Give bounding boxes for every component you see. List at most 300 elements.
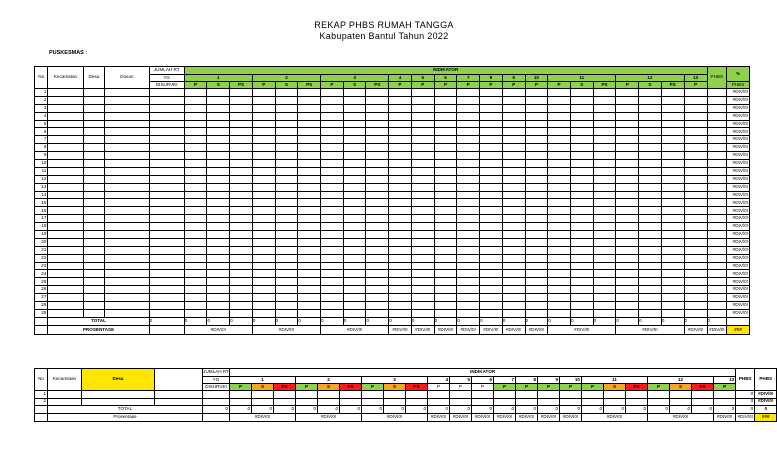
indicator-value-cell <box>434 215 457 223</box>
indicator-value-cell <box>548 104 571 112</box>
pct-value-cell: #DIV/0! <box>727 120 750 128</box>
empty-cell <box>83 262 105 270</box>
indicator-value-cell <box>593 254 616 262</box>
indicator-value-cell <box>639 120 662 128</box>
indicator-value-cell <box>639 175 662 183</box>
indicator-value-cell <box>321 278 344 286</box>
empty-cell <box>83 215 105 223</box>
indicator-value-cell <box>321 128 344 136</box>
indicator-value-cell <box>502 309 525 317</box>
indicator-value-cell <box>525 144 548 152</box>
empty-cell <box>48 175 83 183</box>
indicator-value-cell <box>207 286 230 294</box>
indicator-value-cell <box>298 183 321 191</box>
indicator-value-cell <box>366 136 389 144</box>
table-row <box>35 112 750 120</box>
empty-cell <box>83 231 105 239</box>
indicator-value-cell <box>366 309 389 317</box>
indicator-value-cell <box>525 183 548 191</box>
indicator-value-cell <box>207 152 230 160</box>
indicator-value-cell <box>252 199 275 207</box>
table-row <box>35 183 750 191</box>
indicator-value-cell <box>593 152 616 160</box>
indicator-value-cell <box>570 167 593 175</box>
indicator-value-cell <box>639 254 662 262</box>
indicator-value-cell <box>184 136 207 144</box>
indicator-value-cell <box>389 254 412 262</box>
total-indicator-value: 0 <box>321 317 344 325</box>
indicator-value-cell <box>275 144 298 152</box>
indicator-value-cell <box>480 160 503 168</box>
pct-value-cell: #DIV/0! <box>727 231 750 239</box>
indicator-number-13: 13 <box>714 377 736 384</box>
indicator-value-cell <box>406 398 428 406</box>
indicator-value-cell <box>525 254 548 262</box>
indicator-value-cell <box>502 128 525 136</box>
phbs-value-cell <box>707 191 727 199</box>
indicator-value-cell <box>321 286 344 294</box>
indicator-value-cell <box>318 398 340 406</box>
empty-cell <box>35 325 48 334</box>
indicator-value-cell <box>434 207 457 215</box>
empty-cell <box>48 120 83 128</box>
indicator-value-cell <box>480 183 503 191</box>
indicator-value-cell <box>661 104 684 112</box>
total-indicator-value: 0 <box>428 406 450 414</box>
indicator-value-cell <box>480 223 503 231</box>
indicator-value-cell <box>184 191 207 199</box>
col-phbs-header: PHBS <box>736 369 755 391</box>
indicator-value-cell <box>184 286 207 294</box>
prosentase-indicator-value: #DIV/0! <box>184 325 252 334</box>
indicator-value-cell <box>275 294 298 302</box>
indicator-value-cell <box>472 398 494 406</box>
indicator-value-cell <box>184 175 207 183</box>
empty-cell <box>105 238 149 246</box>
indicator-7-p: P <box>457 82 480 89</box>
indicator-value-cell <box>434 278 457 286</box>
indicator-value-cell <box>616 223 639 231</box>
indicator-value-cell <box>684 246 707 254</box>
indicator-value-cell <box>661 136 684 144</box>
empty-cell <box>48 238 83 246</box>
indicator-value-cell <box>494 398 516 406</box>
indicator-value-cell <box>298 215 321 223</box>
indicator-value-cell <box>661 262 684 270</box>
indicator-value-cell <box>548 136 571 144</box>
indicator-value-cell <box>275 128 298 136</box>
empty-cell <box>83 254 105 262</box>
indicator-value-cell <box>661 128 684 136</box>
pct-value-cell: #DIV/0! <box>727 96 750 104</box>
indicator-value-cell <box>389 144 412 152</box>
pct-value-cell: #DIV/0! <box>727 136 750 144</box>
indicator-value-cell <box>321 254 344 262</box>
indicator-value-cell <box>321 262 344 270</box>
col-no-header: No <box>35 369 48 391</box>
indicator-value-cell <box>298 120 321 128</box>
indicator-3-p: P <box>362 384 384 391</box>
indicator-value-cell <box>321 215 344 223</box>
indicator-value-cell <box>548 246 571 254</box>
indicator-value-cell <box>502 89 525 97</box>
indicator-value-cell <box>457 246 480 254</box>
indicator-value-cell <box>343 152 366 160</box>
phbs-value-cell <box>707 120 727 128</box>
phbs-value-cell <box>707 294 727 302</box>
indicator-value-cell <box>298 246 321 254</box>
indicator-value-cell <box>525 270 548 278</box>
indicator-2-ps: PS <box>340 384 362 391</box>
phbs-value-cell <box>707 207 727 215</box>
indicator-value-cell <box>525 286 548 294</box>
indicator-value-cell <box>207 262 230 270</box>
phbs-value-cell <box>707 270 727 278</box>
indicator-value-cell <box>616 215 639 223</box>
indicator-value-cell <box>593 183 616 191</box>
indicator-value-cell <box>593 199 616 207</box>
indicator-value-cell <box>616 136 639 144</box>
indicator-value-cell <box>616 207 639 215</box>
indicator-value-cell <box>389 152 412 160</box>
indicator-value-cell <box>406 391 428 399</box>
indicator-value-cell <box>457 120 480 128</box>
table-row <box>35 128 750 136</box>
indicator-value-cell <box>207 238 230 246</box>
indicator-value-cell <box>616 152 639 160</box>
indicator-value-cell <box>570 112 593 120</box>
row-number: 25 <box>35 278 48 286</box>
indicator-value-cell <box>548 89 571 97</box>
indicator-value-cell <box>670 398 692 406</box>
indicator-value-cell <box>389 207 412 215</box>
indicator-value-cell <box>457 278 480 286</box>
indicator-value-cell <box>389 215 412 223</box>
empty-cell <box>105 128 149 136</box>
indicator-value-cell <box>480 144 503 152</box>
indicator-value-cell <box>207 191 230 199</box>
indicator-value-cell <box>502 238 525 246</box>
indicator-value-cell <box>184 246 207 254</box>
indicator-11-s: S <box>570 82 593 89</box>
indicator-value-cell <box>366 302 389 310</box>
indicator-value-cell <box>480 302 503 310</box>
indicator-value-cell <box>366 270 389 278</box>
indicator-value-cell <box>472 391 494 399</box>
indicator-value-cell <box>639 191 662 199</box>
total-indicator-value: 0 <box>274 406 296 414</box>
indicator-value-cell <box>343 302 366 310</box>
indicator-number-3: 3 <box>362 377 428 384</box>
indicator-value-cell <box>274 398 296 406</box>
row-number: 8 <box>35 144 48 152</box>
empty-cell <box>149 254 184 262</box>
indicator-value-cell <box>384 398 406 406</box>
indicator-value-cell <box>457 302 480 310</box>
pct-value-cell: #DIV/0! <box>727 144 750 152</box>
indicator-value-cell <box>616 246 639 254</box>
indicator-value-cell <box>298 104 321 112</box>
indicator-value-cell <box>362 398 384 406</box>
prosentase-indicator-value: #DIV/0! <box>472 413 494 421</box>
rekap-table-main <box>34 66 750 335</box>
indicator-value-cell <box>343 231 366 239</box>
indicator-value-cell <box>411 309 434 317</box>
prosentase-indicator-value: #DIV/0! <box>457 325 480 334</box>
pct-value-cell: #DIV/0! <box>727 152 750 160</box>
indicator-value-cell <box>684 270 707 278</box>
phbs-value-cell <box>707 152 727 160</box>
indicator-value-cell <box>275 246 298 254</box>
indicator-value-cell <box>298 136 321 144</box>
indicator-value-cell <box>252 391 274 399</box>
table-row <box>35 254 750 262</box>
empty-cell <box>83 167 105 175</box>
indicator-value-cell <box>434 302 457 310</box>
indicator-value-cell <box>411 175 434 183</box>
pct-value-cell: #DIV/0! <box>727 167 750 175</box>
indicator-number-8: 8 <box>516 377 538 384</box>
indicator-value-cell <box>525 302 548 310</box>
indicator-value-cell <box>548 207 571 215</box>
total-indicator-value: 0 <box>207 317 230 325</box>
indicator-value-cell <box>184 254 207 262</box>
pct-value-cell: #DIV/0! <box>727 262 750 270</box>
indicator-number-5: 5 <box>450 377 472 384</box>
indicator-value-cell <box>230 175 253 183</box>
col-jumlah-header-1: JUMLAH RT <box>203 369 230 377</box>
indicator-value-cell <box>639 128 662 136</box>
empty-cell <box>105 223 149 231</box>
indicator-value-cell <box>252 270 275 278</box>
indicator-value-cell <box>184 96 207 104</box>
indicator-value-cell <box>184 231 207 239</box>
empty-cell <box>149 191 184 199</box>
indicator-value-cell <box>411 302 434 310</box>
table-row <box>35 231 750 239</box>
indicator-value-cell <box>207 270 230 278</box>
indicator-number-9: 9 <box>538 377 560 384</box>
empty-cell <box>149 278 184 286</box>
table-row <box>35 286 750 294</box>
indicator-value-cell <box>252 120 275 128</box>
indicator-number-6: 6 <box>472 377 494 384</box>
indicator-value-cell <box>275 199 298 207</box>
indicator-value-cell <box>321 294 344 302</box>
indicator-value-cell <box>616 199 639 207</box>
empty-cell <box>105 270 149 278</box>
indicator-value-cell <box>502 215 525 223</box>
phbs-value-cell <box>707 128 727 136</box>
indicator-value-cell <box>428 398 450 406</box>
empty-cell <box>149 96 184 104</box>
indicator-value-cell <box>525 191 548 199</box>
indicator-value-cell <box>411 286 434 294</box>
indicator-value-cell <box>516 398 538 406</box>
indicator-value-cell <box>298 231 321 239</box>
indicator-value-cell <box>525 246 548 254</box>
indicator-value-cell <box>252 160 275 168</box>
indicator-value-cell <box>275 104 298 112</box>
indicator-value-cell <box>411 215 434 223</box>
indicator-value-cell <box>298 254 321 262</box>
indicator-value-cell <box>480 238 503 246</box>
empty-cell <box>83 286 105 294</box>
indicator-value-cell <box>411 89 434 97</box>
indicator-value-cell <box>639 152 662 160</box>
indicator-value-cell <box>593 309 616 317</box>
indicator-value-cell <box>366 89 389 97</box>
empty-cell <box>83 309 105 317</box>
indicator-value-cell <box>480 128 503 136</box>
total-indicator-value: 0 <box>570 317 593 325</box>
indicator-8-p: P <box>516 384 538 391</box>
row-number: 1 <box>35 89 48 97</box>
indicator-value-cell <box>560 391 582 399</box>
indicator-value-cell <box>343 120 366 128</box>
indicator-value-cell <box>366 215 389 223</box>
phbs-value-cell: 0 <box>736 398 755 406</box>
indicator-value-cell <box>274 391 296 399</box>
phbs-value-cell <box>707 309 727 317</box>
indicator-value-cell <box>616 309 639 317</box>
indicator-value-cell <box>343 246 366 254</box>
phbs-value-cell <box>707 199 727 207</box>
indicator-value-cell <box>411 128 434 136</box>
empty-cell <box>83 223 105 231</box>
indicator-value-cell <box>434 262 457 270</box>
col-no-header: No <box>35 67 48 89</box>
indicator-value-cell <box>343 183 366 191</box>
indicator-value-cell <box>298 278 321 286</box>
total-indicator-value: 0 <box>525 317 548 325</box>
indicator-value-cell <box>411 183 434 191</box>
empty-cell <box>105 112 149 120</box>
indicator-value-cell <box>230 246 253 254</box>
indicator-value-cell <box>639 309 662 317</box>
indicator-value-cell <box>362 391 384 399</box>
col-pct-header: % <box>727 67 750 82</box>
empty-cell <box>48 302 83 310</box>
prosentase-indicator-value: #DIV/0! <box>548 325 616 334</box>
indicator-value-cell <box>207 104 230 112</box>
indicator-value-cell <box>207 246 230 254</box>
indicator-value-cell <box>411 152 434 160</box>
indicator-value-cell <box>684 254 707 262</box>
table-row <box>35 136 750 144</box>
indicator-number-4: 4 <box>389 75 412 82</box>
indicator-value-cell <box>502 223 525 231</box>
table-row <box>35 278 750 286</box>
indicator-value-cell <box>230 215 253 223</box>
indicator-value-cell <box>411 120 434 128</box>
indicator-value-cell <box>525 278 548 286</box>
indicator-value-cell <box>321 112 344 120</box>
indicator-value-cell <box>593 128 616 136</box>
indicator-value-cell <box>434 231 457 239</box>
pct-value-cell: #DIV/0! <box>727 215 750 223</box>
empty-cell <box>727 317 750 325</box>
indicator-12-ps: PS <box>661 82 684 89</box>
indicator-value-cell <box>661 183 684 191</box>
indicator-value-cell <box>252 152 275 160</box>
indicator-value-cell <box>661 112 684 120</box>
indicator-value-cell <box>616 278 639 286</box>
indicator-value-cell <box>366 144 389 152</box>
indicator-value-cell <box>548 191 571 199</box>
indicator-value-cell <box>252 144 275 152</box>
empty-cell <box>48 246 83 254</box>
indicator-value-cell <box>502 254 525 262</box>
table-row <box>35 207 750 215</box>
indicator-value-cell <box>570 152 593 160</box>
col-jumlah-header-2: YG <box>149 75 184 82</box>
row-number: 24 <box>35 270 48 278</box>
indicator-value-cell <box>502 278 525 286</box>
pct-value-cell: #DIV/0! <box>727 199 750 207</box>
indicator-value-cell <box>661 294 684 302</box>
indicator-value-cell <box>616 191 639 199</box>
indicator-value-cell <box>389 223 412 231</box>
indicator-value-cell <box>480 104 503 112</box>
indicator-1-p: P <box>230 384 252 391</box>
indicator-value-cell <box>434 191 457 199</box>
indicator-value-cell <box>502 167 525 175</box>
indicator-value-cell <box>434 152 457 160</box>
indicator-value-cell <box>480 215 503 223</box>
indicator-value-cell <box>661 270 684 278</box>
indicator-value-cell <box>639 246 662 254</box>
indicator-value-cell <box>252 104 275 112</box>
indicator-value-cell <box>548 294 571 302</box>
indicator-value-cell <box>343 112 366 120</box>
indicator-value-cell <box>525 309 548 317</box>
phbs-value-cell <box>707 183 727 191</box>
indicator-value-cell <box>184 120 207 128</box>
empty-cell <box>105 96 149 104</box>
indicator-value-cell <box>525 167 548 175</box>
indicator-value-cell <box>321 183 344 191</box>
indicator-value-cell <box>548 199 571 207</box>
indicator-value-cell <box>639 270 662 278</box>
indicator-value-cell <box>684 294 707 302</box>
indicator-value-cell <box>457 238 480 246</box>
indicator-value-cell <box>548 231 571 239</box>
row-number: 23 <box>35 262 48 270</box>
indicator-value-cell <box>684 136 707 144</box>
indicator-value-cell <box>593 112 616 120</box>
indicator-value-cell <box>230 262 253 270</box>
row-number: 5 <box>35 120 48 128</box>
prosentase-indicator-value: #DIV/0! <box>714 413 736 421</box>
indicator-value-cell <box>593 215 616 223</box>
indicator-value-cell <box>560 398 582 406</box>
indicator-value-cell <box>616 302 639 310</box>
indicator-value-cell <box>639 112 662 120</box>
empty-cell <box>149 294 184 302</box>
indicator-value-cell <box>434 238 457 246</box>
indicator-value-cell <box>538 398 560 406</box>
indicator-value-cell <box>570 191 593 199</box>
prosentase-indicator-value: #DIV/0! <box>252 325 320 334</box>
indicator-number-11: 11 <box>548 75 616 82</box>
indicator-value-cell <box>480 167 503 175</box>
indicator-value-cell <box>450 398 472 406</box>
indicator-value-cell <box>570 294 593 302</box>
col-phbs-header: PHBS <box>707 67 727 89</box>
indicator-value-cell <box>548 309 571 317</box>
indicator-value-cell <box>207 136 230 144</box>
